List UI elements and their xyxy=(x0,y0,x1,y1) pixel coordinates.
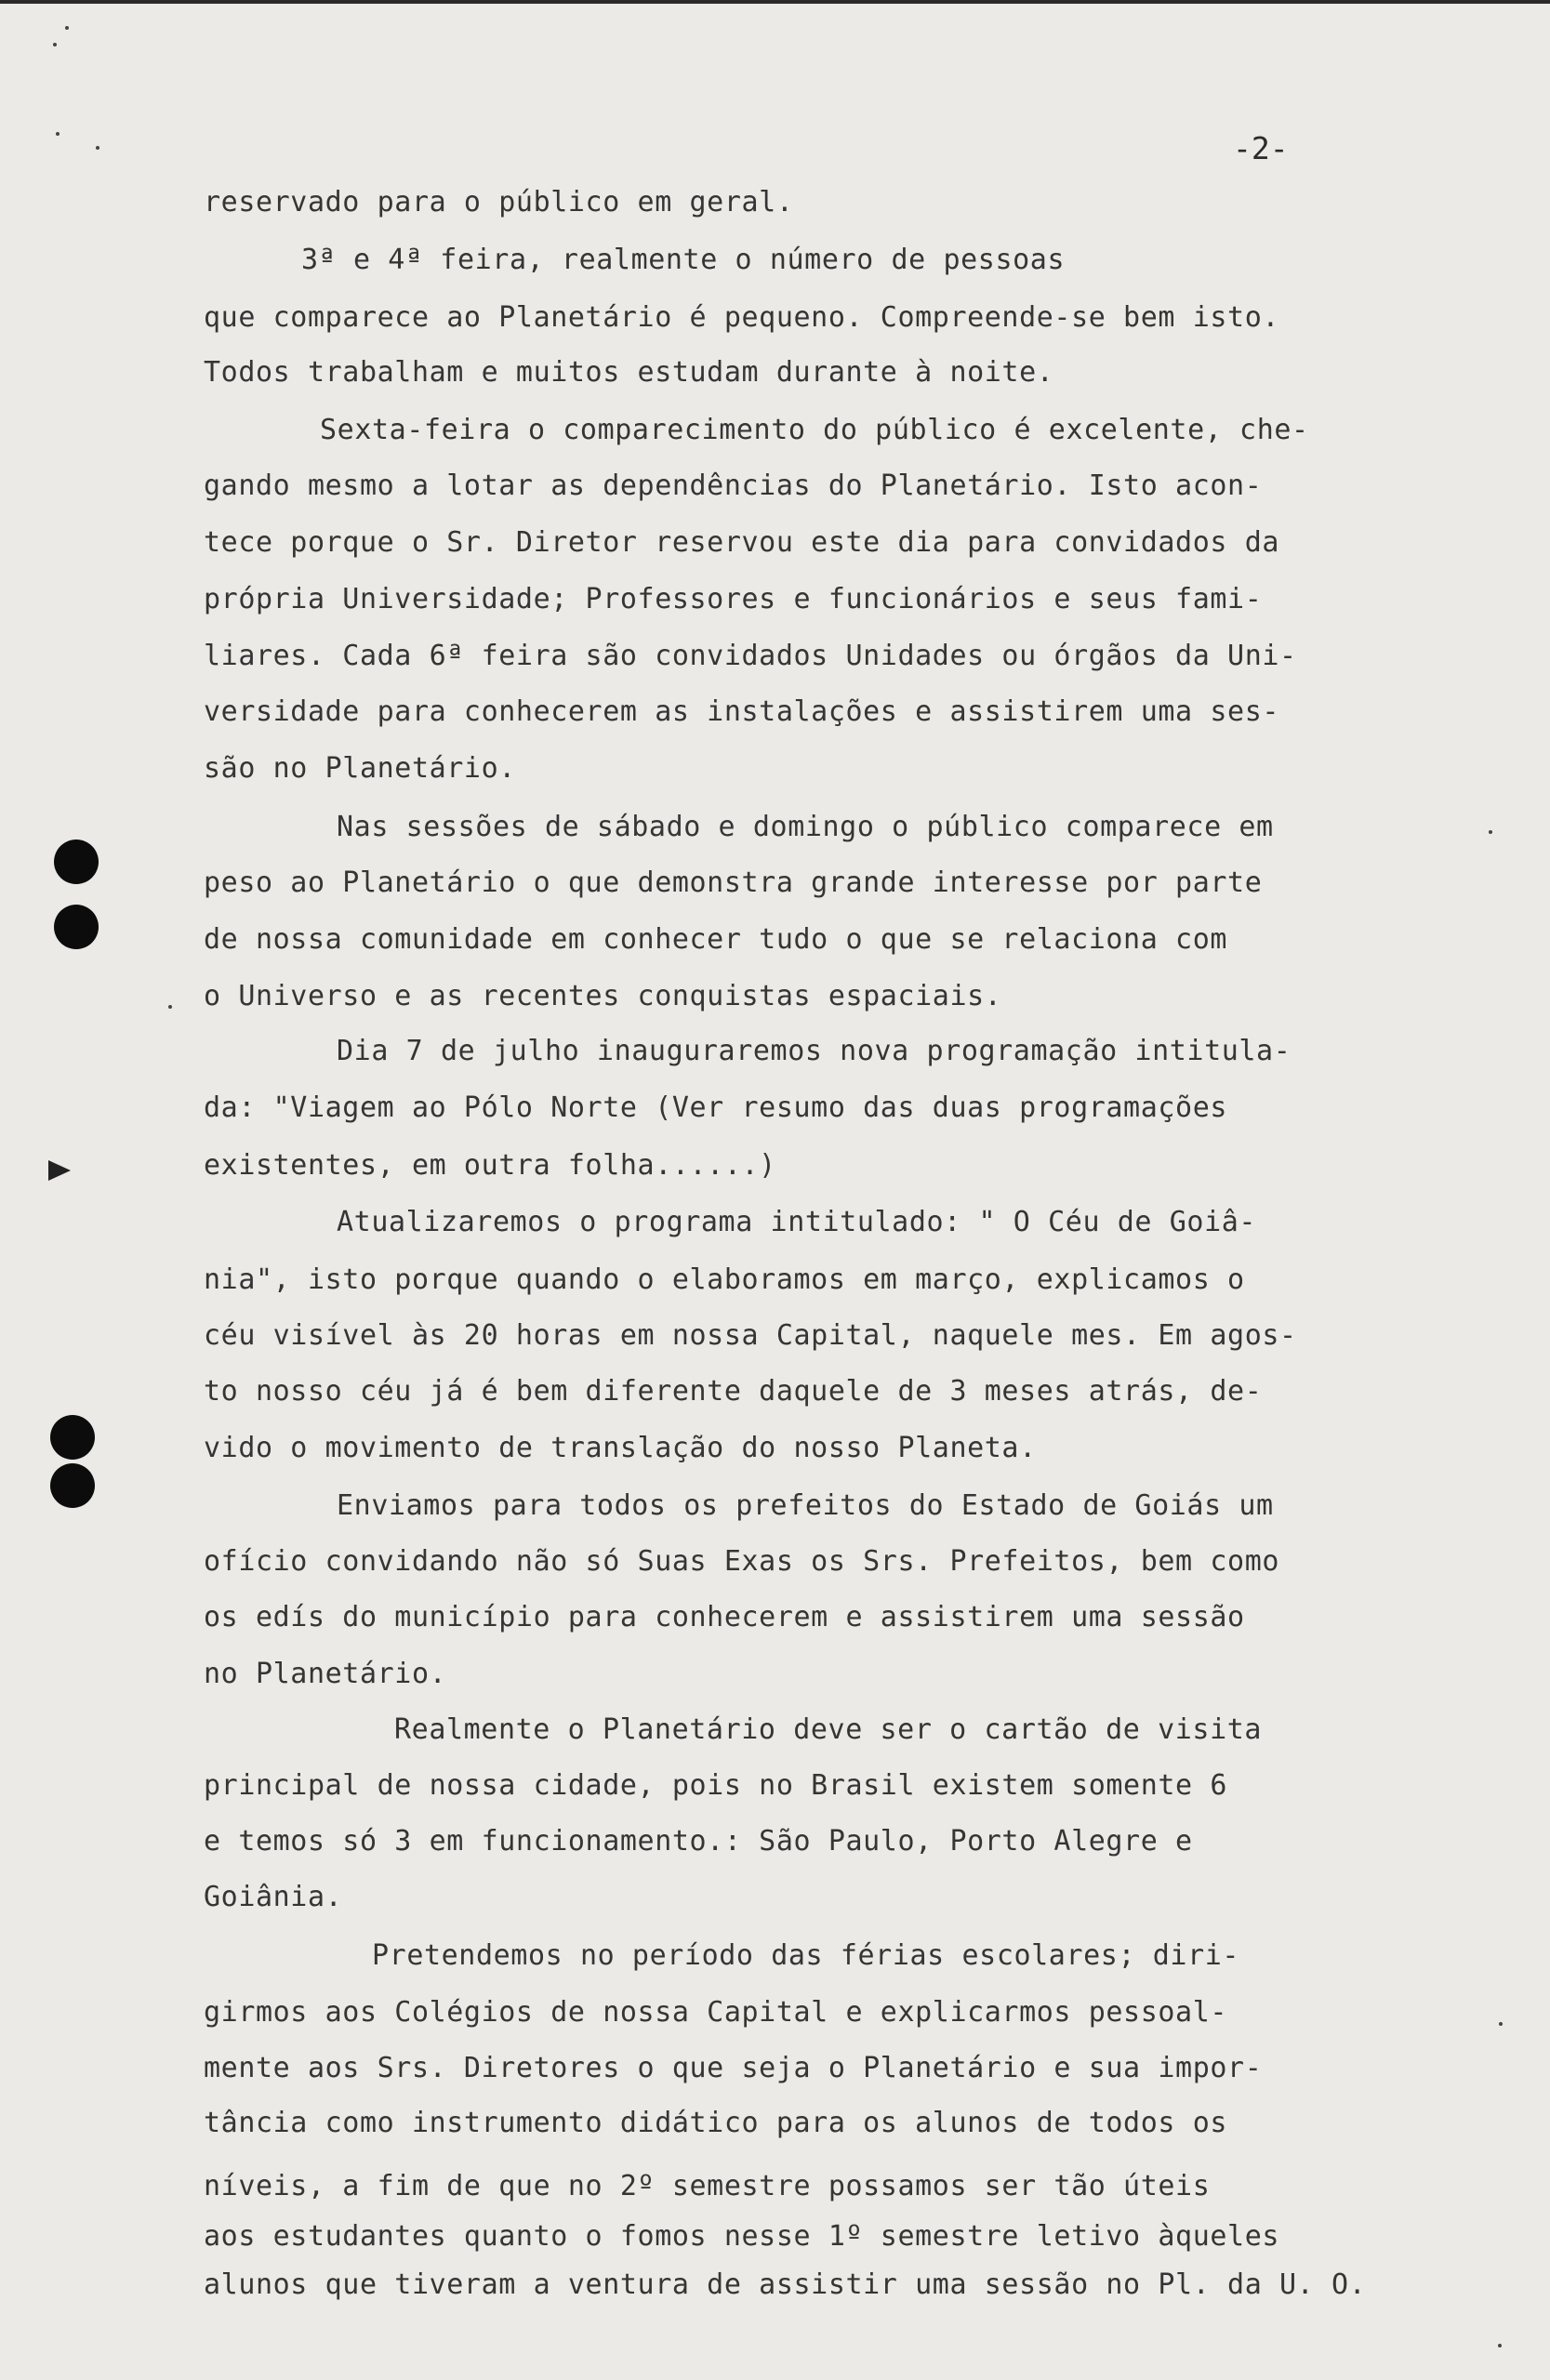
margin-speck xyxy=(65,26,69,30)
margin-speck xyxy=(1498,2344,1502,2347)
margin-speck xyxy=(96,146,99,150)
margin-arrow-mark xyxy=(48,1160,71,1181)
text-line: tece porque o Sr. Diretor reservou este dia para convidados da xyxy=(204,526,1280,559)
text-line: Enviamos para todos os prefeitos do Estado de Goiás um xyxy=(337,1489,1274,1522)
text-line: versidade para conhecerem as instalações e assistirem uma ses- xyxy=(204,695,1280,728)
binder-hole xyxy=(50,1463,95,1508)
text-line: Todos trabalham e muitos estudam durante à noite. xyxy=(204,356,1054,389)
margin-speck xyxy=(53,43,57,46)
text-line: Nas sessões de sábado e domingo o público comparece em xyxy=(337,811,1274,843)
binder-hole xyxy=(50,1415,95,1460)
text-line: que comparece ao Planetário é pequeno. Compreende-se bem isto. xyxy=(204,301,1280,334)
text-line: alunos que tiveram a ventura de assistir uma sessão no Pl. da U. O. xyxy=(204,2268,1367,2301)
text-line: to nosso céu já é bem diferente daquele de 3 meses atrás, de- xyxy=(204,1375,1263,1408)
text-line: ofício convidando não só Suas Exas os Srs. Prefeitos, bem como xyxy=(204,1545,1280,1578)
text-line: liares. Cada 6ª feira são convidados Unidades ou órgãos da Uni- xyxy=(204,640,1297,672)
text-line: Dia 7 de julho inauguraremos nova programação intitula- xyxy=(337,1035,1292,1067)
text-line: reservado para o público em geral. xyxy=(204,186,794,218)
text-line: e temos só 3 em funcionamento.: São Paulo, Porto Alegre e xyxy=(204,1825,1193,1858)
text-line: girmos aos Colégios de nossa Capital e explicarmos pessoal- xyxy=(204,1996,1228,2029)
text-line: no Planetário. xyxy=(204,1658,447,1690)
binder-hole xyxy=(54,905,99,949)
text-line: tância como instrumento didático para os alunos de todos os xyxy=(204,2107,1228,2139)
binder-hole xyxy=(54,840,99,884)
text-line: vido o movimento de translação do nosso Planeta. xyxy=(204,1432,1037,1464)
text-line: o Universo e as recentes conquistas espaciais. xyxy=(204,980,1002,1012)
text-line: nia", isto porque quando o elaboramos em março, explicamos o xyxy=(204,1263,1245,1296)
text-line: própria Universidade; Professores e funcionários e seus fami- xyxy=(204,583,1263,615)
text-line: são no Planetário. xyxy=(204,752,516,785)
text-line: Sexta-feira o comparecimento do público é excelente, che- xyxy=(320,414,1309,446)
margin-speck xyxy=(1489,830,1492,834)
text-line: da: "Viagem ao Pólo Norte (Ver resumo das duas programações xyxy=(204,1091,1228,1124)
text-line: existentes, em outra folha......) xyxy=(204,1149,776,1182)
text-line: mente aos Srs. Diretores o que seja o Planetário e sua impor- xyxy=(204,2052,1263,2084)
margin-speck xyxy=(56,132,60,136)
text-line: aos estudantes quanto o fomos nesse 1º semestre letivo àqueles xyxy=(204,2220,1280,2253)
text-line: os edís do município para conhecerem e assistirem uma sessão xyxy=(204,1601,1245,1633)
text-line: Realmente o Planetário deve ser o cartão de visita xyxy=(394,1713,1263,1746)
text-line: 3ª e 4ª feira, realmente o número de pessoas xyxy=(301,244,1066,276)
text-line: Atualizaremos o programa intitulado: " O Céu de Goiâ- xyxy=(337,1206,1257,1238)
text-line: Goiânia. xyxy=(204,1881,343,1913)
text-line: de nossa comunidade em conhecer tudo o que se relaciona com xyxy=(204,923,1228,956)
text-line: Pretendemos no período das férias escolares; diri- xyxy=(372,1939,1240,1972)
margin-speck xyxy=(1499,2022,1503,2026)
scan-top-edge xyxy=(0,0,1550,4)
text-line: gando mesmo a lotar as dependências do Planetário. Isto acon- xyxy=(204,469,1263,502)
text-line: níveis, a fim de que no 2º semestre possamos ser tão úteis xyxy=(204,2170,1211,2202)
text-line: principal de nossa cidade, pois no Brasil existem somente 6 xyxy=(204,1769,1228,1802)
margin-speck xyxy=(168,1005,172,1009)
text-line: céu visível às 20 horas em nossa Capital, naquele mes. Em agos- xyxy=(204,1319,1297,1352)
page-number: -2- xyxy=(1233,130,1289,166)
text-line: peso ao Planetário o que demonstra grande interesse por parte xyxy=(204,866,1263,899)
